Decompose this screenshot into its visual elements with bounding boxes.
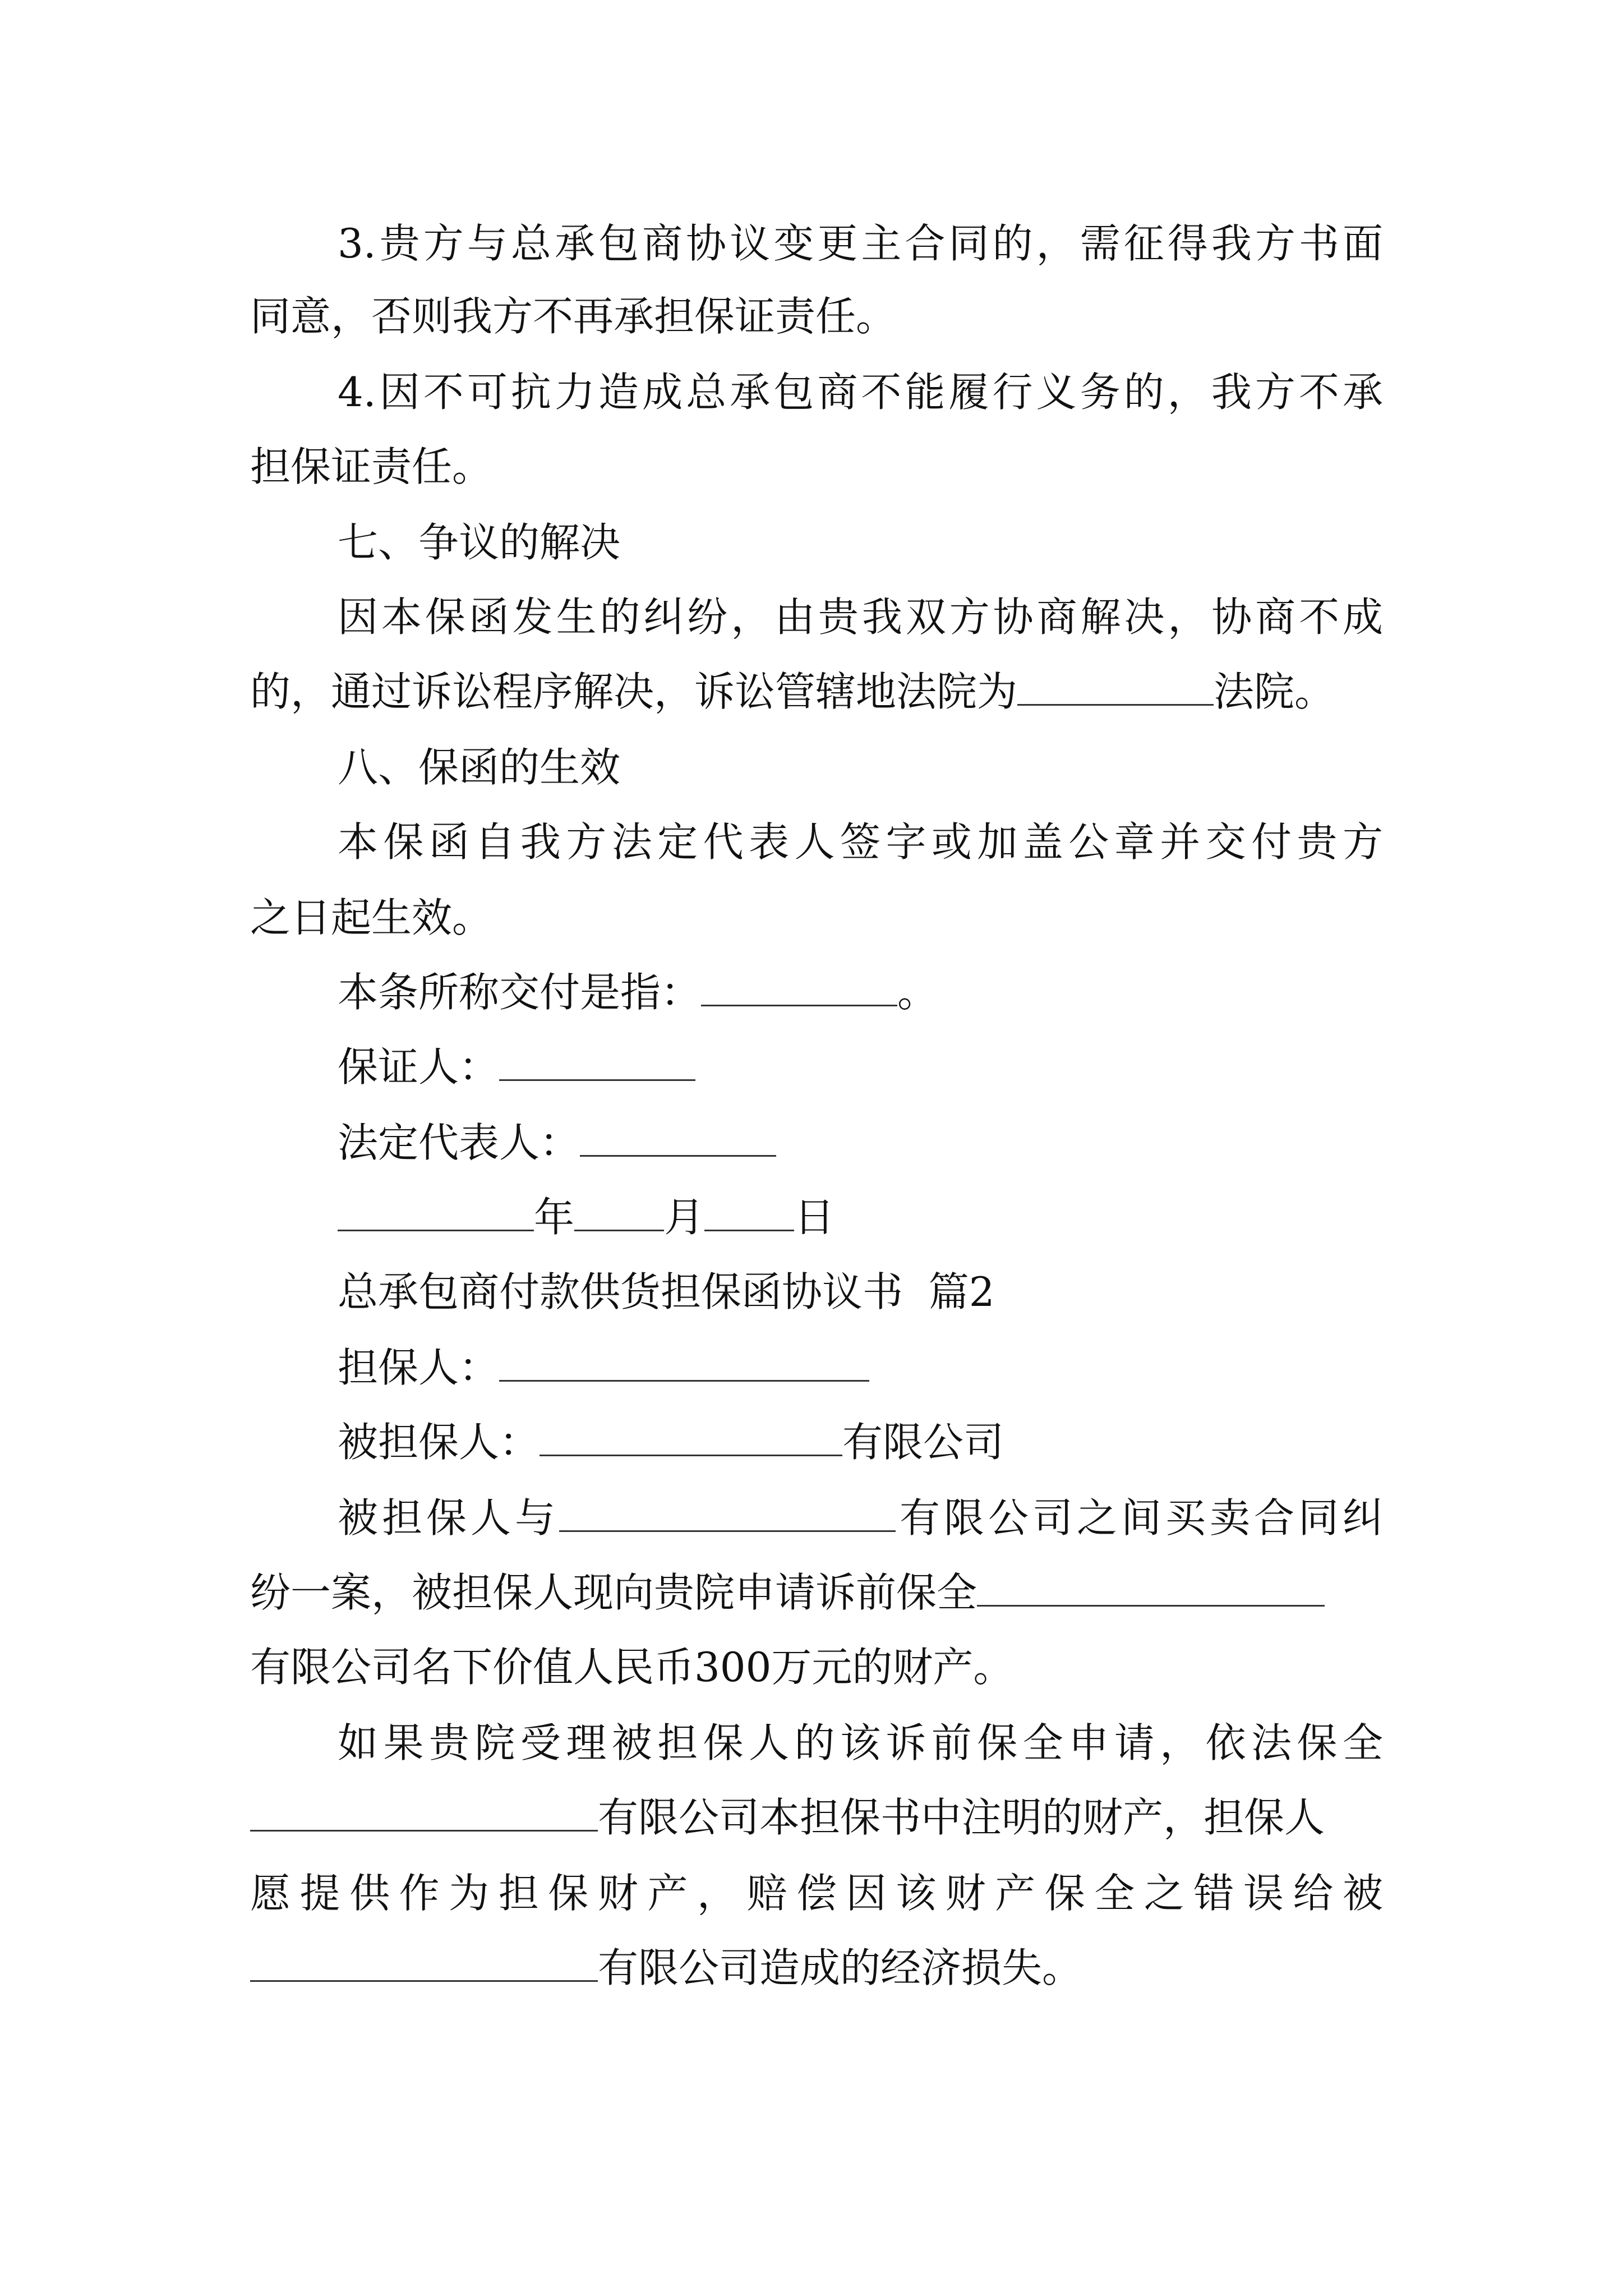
company-suffix: 有限公司 xyxy=(842,1419,1004,1466)
text-case-part2: 有限公司之间买卖合同纠 xyxy=(896,1494,1383,1542)
paragraph-line xyxy=(338,1715,1383,1771)
paragraph-line xyxy=(250,1940,1082,1996)
paragraph-line xyxy=(250,288,896,344)
section-heading-dispute xyxy=(338,514,620,570)
text-dispute-part2: 的，通过诉讼程序解决，诉讼管辖地法院为 xyxy=(250,668,1018,715)
paragraph-line xyxy=(250,1789,1325,1846)
month-label: 月 xyxy=(664,1194,705,1241)
guarantor-label: 保证人： xyxy=(338,1043,500,1091)
title-text: 总承包商付款供货担保函协议书 篇2 xyxy=(338,1268,995,1315)
date-line xyxy=(338,1189,834,1245)
counterparty-blank xyxy=(559,1498,896,1532)
text-dispute-part1: 因本保函发生的纠纷，由贵我双方协商解决，协商不成 xyxy=(338,593,1383,641)
legal-rep-label: 法定代表人： xyxy=(338,1119,580,1166)
paragraph-line xyxy=(250,1639,1013,1695)
guaranteed-party-line xyxy=(338,1414,1004,1470)
text-case-part4: 有限公司名下价值人民币300万元的财产。 xyxy=(250,1644,1014,1691)
text-undertaking-part3: 愿提供作为担保财产，赔偿因该财产保全之错误给被 xyxy=(250,1870,1383,1917)
paragraph-line xyxy=(338,364,1383,420)
text-case-part1: 被担保人与 xyxy=(338,1494,559,1542)
paragraph-line xyxy=(338,814,1383,870)
guaranteed-party-label: 被担保人： xyxy=(338,1419,540,1466)
text-clause-3-part1: 3.贵方与总承包商协议变更主合同的，需征得我方书面 xyxy=(338,220,1383,267)
delivery-period: 。 xyxy=(897,969,938,1016)
heading-text: 八、保函的生效 xyxy=(338,744,621,791)
text-clause-4-part2: 担保证责任。 xyxy=(250,443,493,490)
paragraph-line xyxy=(250,664,1335,720)
year-label: 年 xyxy=(534,1194,575,1241)
month-blank xyxy=(574,1197,664,1231)
text-case-part3: 纷一案，被担保人现向贵院申请诉前保全 xyxy=(250,1569,978,1616)
paragraph-line xyxy=(250,890,492,946)
sponsor-line xyxy=(338,1340,869,1396)
day-label: 日 xyxy=(794,1194,835,1241)
paragraph-line xyxy=(338,589,1383,645)
text-dispute-part3: 法院。 xyxy=(1214,668,1335,715)
legal-rep-line xyxy=(338,1115,776,1171)
guarantor-blank xyxy=(499,1047,695,1081)
paragraph-line xyxy=(250,439,492,495)
legal-rep-blank xyxy=(580,1122,776,1157)
paragraph-line xyxy=(338,215,1383,272)
paragraph-line xyxy=(338,1490,1383,1546)
preserved-company-blank xyxy=(250,1797,598,1832)
text-effect-part1: 本保函自我方法定代表人签字或加盖公章并交付贵方 xyxy=(338,818,1383,866)
heading-text: 七、争议的解决 xyxy=(338,519,621,566)
sponsor-label: 担保人： xyxy=(338,1344,500,1391)
day-blank xyxy=(704,1197,794,1231)
text-clause-4-part1: 4.因不可抗力造成总承包商不能履行义务的，我方不承 xyxy=(338,369,1383,416)
delivery-blank xyxy=(701,972,897,1006)
section-heading-effectiveness xyxy=(338,739,620,795)
document-title-part2 xyxy=(338,1264,995,1320)
text-undertaking-part2: 有限公司本担保书中注明的财产，担保人 xyxy=(598,1794,1325,1841)
preservation-target-blank xyxy=(977,1572,1325,1607)
delivery-definition-line xyxy=(338,964,938,1020)
guarantor-signature-line xyxy=(338,1039,695,1095)
paragraph-line xyxy=(250,1565,1325,1621)
year-blank xyxy=(338,1197,534,1231)
sponsor-blank xyxy=(499,1347,869,1382)
court-name-blank xyxy=(1017,671,1214,706)
guaranteed-party-blank xyxy=(540,1422,842,1456)
text-effect-part2: 之日起生效。 xyxy=(250,894,493,941)
text-undertaking-part1: 如果贵院受理被担保人的该诉前保全申请，依法保全 xyxy=(338,1719,1383,1766)
paragraph-line xyxy=(250,1865,1383,1921)
text-clause-3-part2: 同意，否则我方不再承担保证责任。 xyxy=(250,293,897,340)
text-undertaking-part4: 有限公司造成的经济损失。 xyxy=(598,1944,1083,1991)
delivery-label: 本条所称交付是指： xyxy=(338,969,702,1016)
injured-company-blank xyxy=(250,1948,598,1982)
